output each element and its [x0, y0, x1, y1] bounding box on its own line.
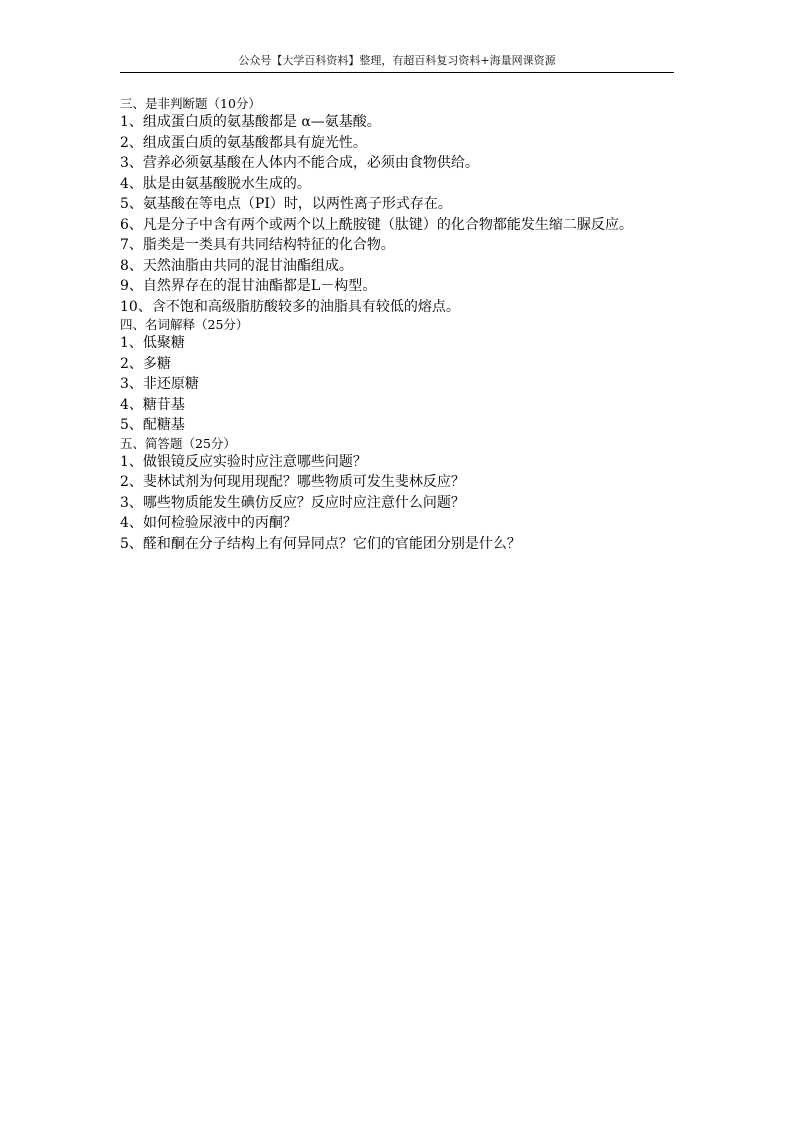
question-item: 1、低聚糖: [120, 335, 185, 351]
section-short-answer: [120, 436, 680, 555]
section-term-definitions: [120, 317, 680, 436]
question-item: 3、哪些物质能发生碘仿反应？反应时应注意什么问题？: [120, 494, 465, 511]
question-item: 8、天然油脂由共同的混甘油酯组成。: [120, 257, 353, 274]
question-item: 2、组成蛋白质的氨基酸都具有旋光性。: [120, 134, 367, 151]
question-item: 6、凡是分子中含有两个或两个以上酰胺键（肽键）的化合物都能发生缩二脲反应。: [120, 216, 633, 233]
question-item: 5、配糖基: [120, 417, 185, 433]
question-item: 5、醛和酮在分子结构上有何异同点？它们的官能团分别是什么？: [120, 535, 521, 552]
question-item: 1、组成蛋白质的氨基酸都是 α—氨基酸。: [120, 114, 381, 130]
question-item: 4、肽是由氨基酸脱水生成的。: [120, 175, 311, 192]
question-item: 10、含不饱和高级脂肪酸较多的油脂具有较低的熔点。: [120, 298, 460, 315]
section-title: 三、是非判断题（10分）: [120, 96, 261, 111]
question-item: 4、如何检验尿液中的丙酮？: [120, 515, 297, 531]
section-true-false: [120, 96, 680, 317]
header-text: 公众号【大学百科资料】整理，有超百科复习资料+海量网课资源: [238, 54, 556, 67]
question-item: 2、斐林试剂为何现用现配？哪些物质可发生斐林反应？: [120, 474, 465, 490]
section-title: 四、名词解释（25分）: [120, 317, 249, 332]
question-item: 3、非还原糖: [120, 376, 199, 392]
question-item: 5、氨基酸在等电点（PI）时，以两性离子形式存在。: [120, 196, 452, 212]
question-item: 7、脂类是一类具有共同结构特征的化合物。: [120, 237, 395, 253]
question-item: 1、做银镜反应实验时应注意哪些问题？: [120, 453, 367, 470]
section-title: 五、简答题（25分）: [120, 435, 236, 451]
question-item: 3、营养必须氨基酸在人体内不能合成，必须由食物供给。: [120, 155, 479, 171]
page-header: [120, 54, 674, 73]
document-body: [120, 96, 680, 554]
question-item: 9、自然界存在的混甘油酯都是L－构型。: [120, 278, 377, 294]
question-item: 4、糖苷基: [120, 396, 185, 413]
question-item: 2、多糖: [120, 355, 171, 372]
